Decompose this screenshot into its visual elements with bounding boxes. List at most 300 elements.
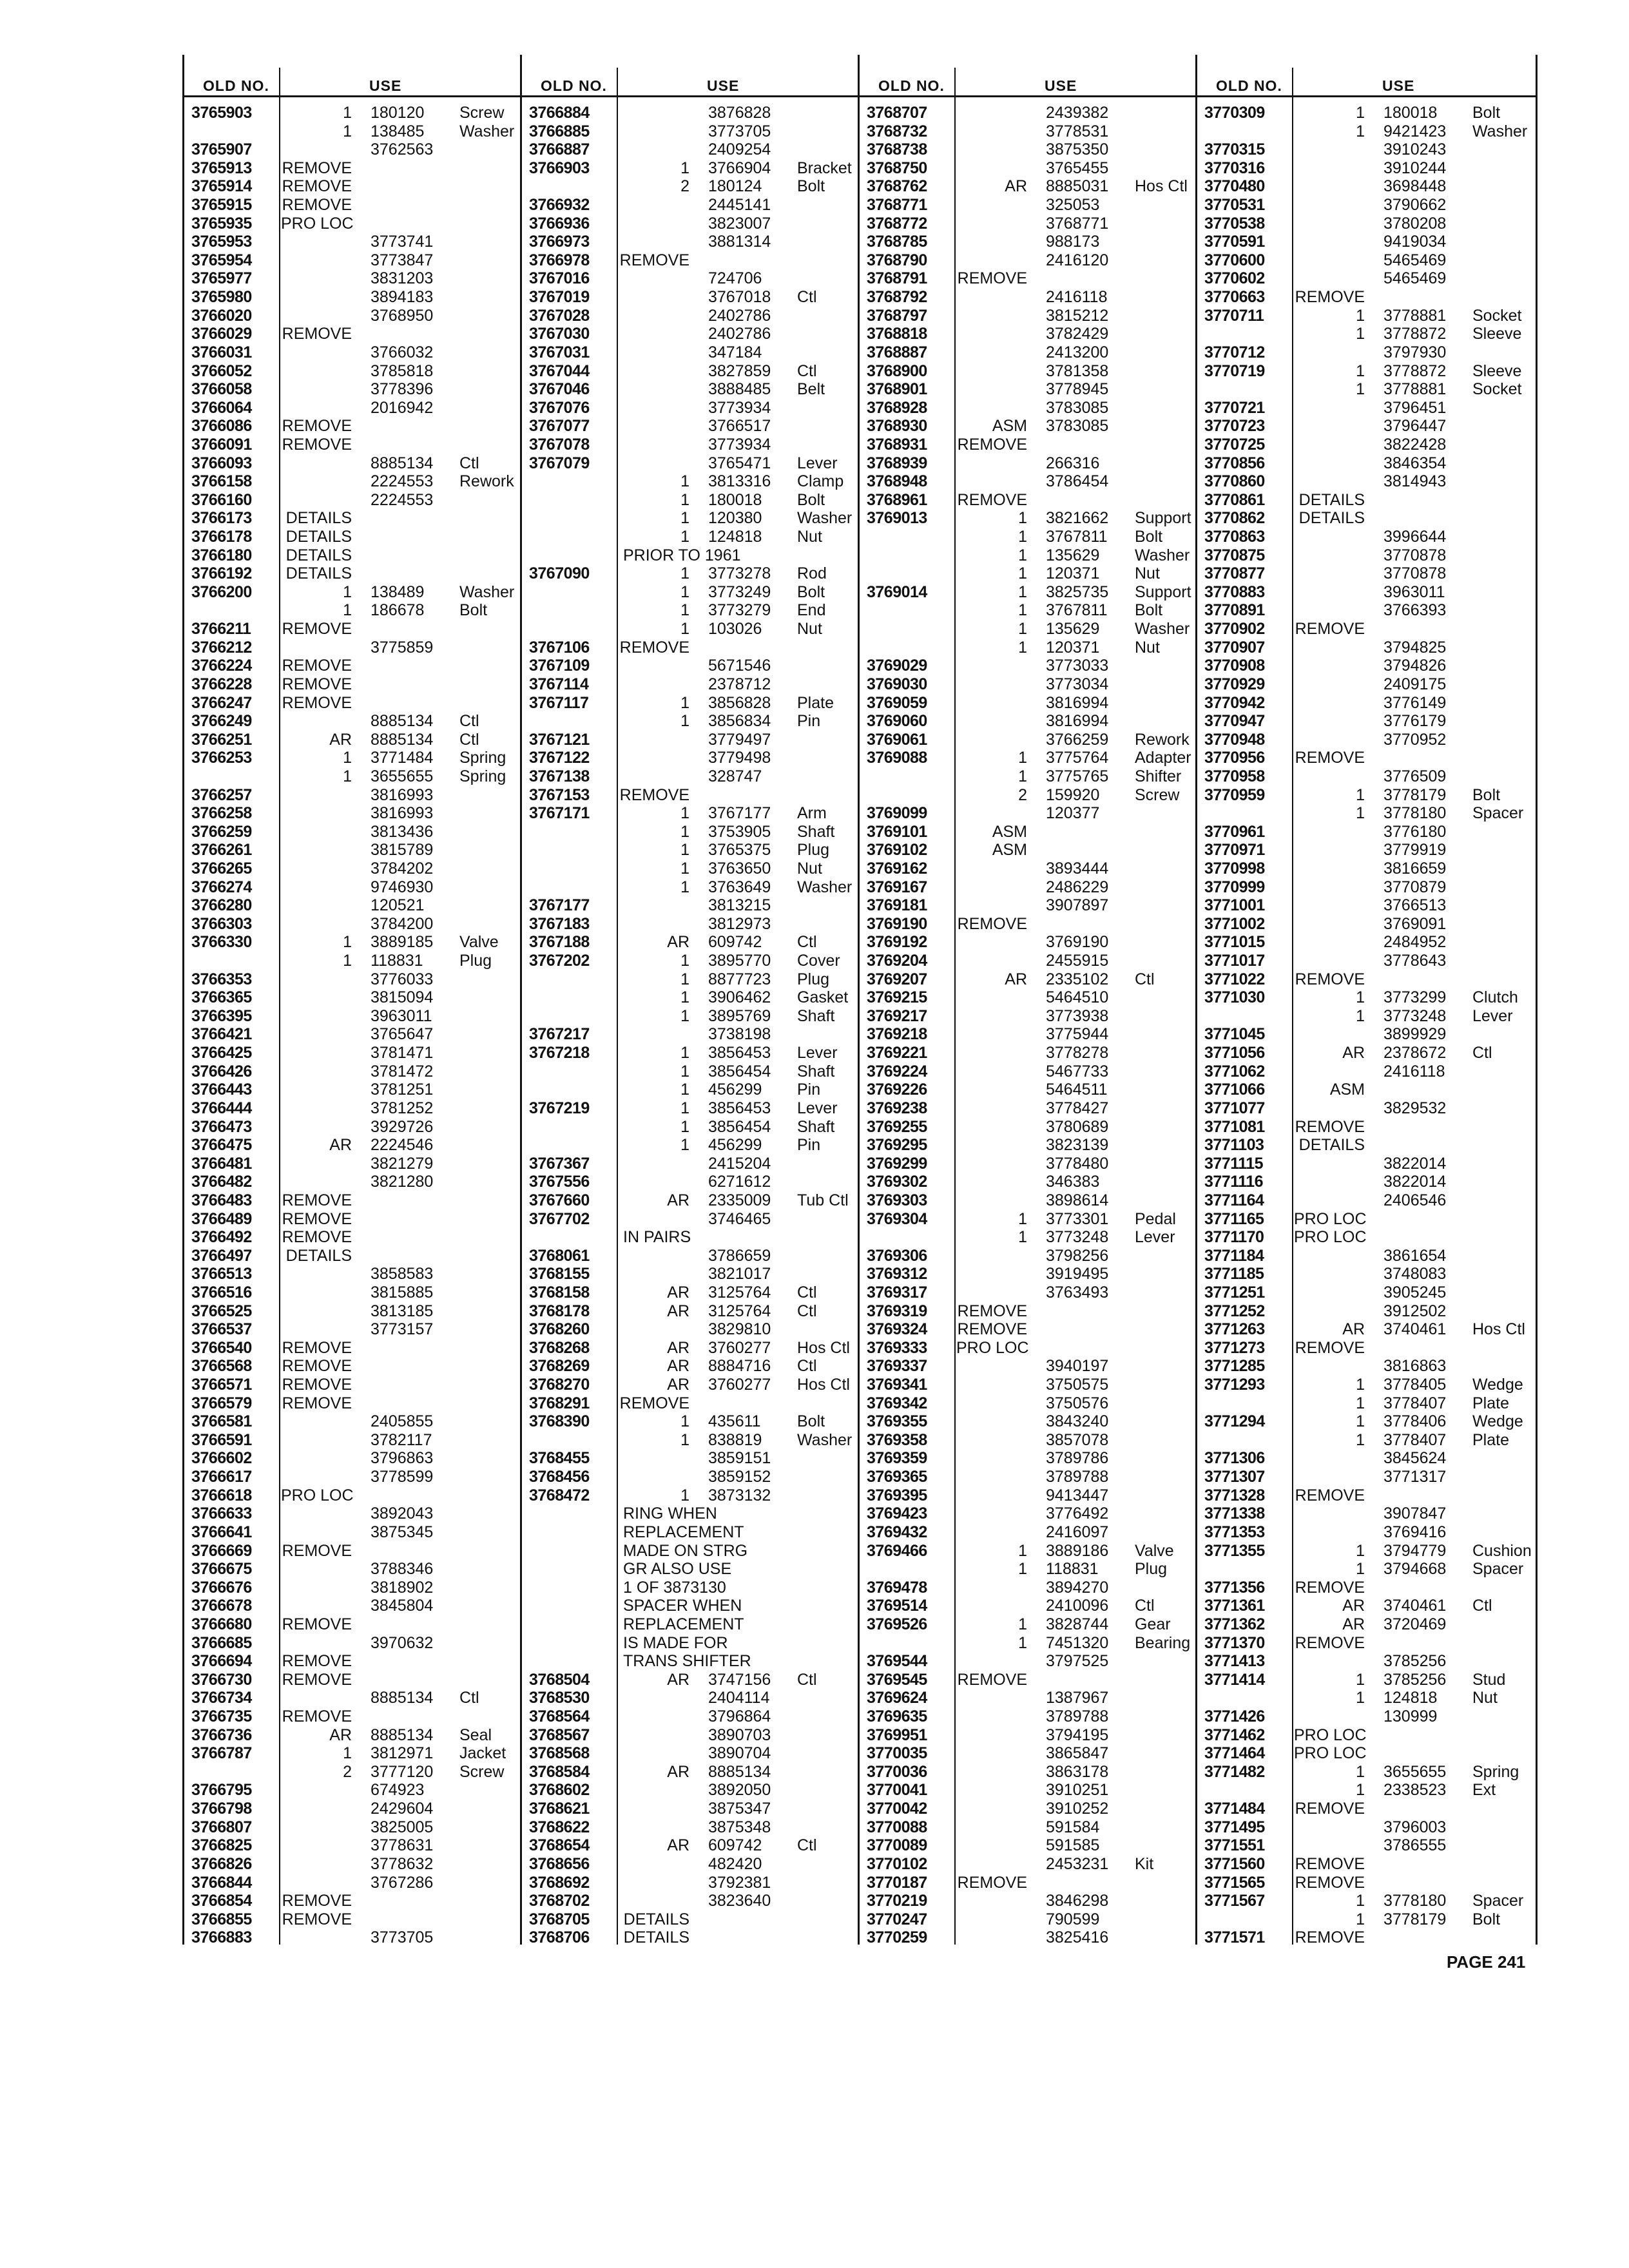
old-part-number: 3771252 bbox=[1204, 1302, 1265, 1320]
table-row bbox=[1195, 1634, 1533, 1653]
table-row bbox=[520, 749, 858, 767]
table-row bbox=[858, 915, 1195, 934]
old-part-number: 3770088 bbox=[867, 1818, 927, 1836]
quantity: 1 bbox=[343, 582, 352, 601]
quantity: REMOVE bbox=[282, 1357, 352, 1376]
new-part-number: 2415204 bbox=[708, 1154, 771, 1173]
table-row bbox=[1195, 399, 1533, 418]
old-part-number: 3766192 bbox=[191, 564, 252, 583]
new-part-number: 3845624 bbox=[1383, 1449, 1447, 1468]
old-part-number: 3771002 bbox=[1204, 914, 1265, 933]
table-row bbox=[182, 1855, 520, 1874]
table-row bbox=[520, 988, 858, 1007]
part-description: Nut bbox=[797, 528, 822, 546]
part-description: Jacket bbox=[459, 1744, 506, 1763]
table-row bbox=[182, 583, 520, 602]
new-part-number: 3794779 bbox=[1383, 1541, 1447, 1560]
old-part-number: 3766482 bbox=[191, 1173, 252, 1191]
old-part-number: 3767109 bbox=[529, 657, 590, 675]
old-part-number: 3771116 bbox=[1204, 1173, 1264, 1191]
old-part-number: 3768155 bbox=[529, 1265, 590, 1283]
old-part-number: 3769337 bbox=[867, 1357, 927, 1376]
table-row bbox=[858, 1210, 1195, 1229]
table-row bbox=[520, 841, 858, 860]
old-part-number: 3768772 bbox=[867, 214, 927, 233]
new-part-number: 6271612 bbox=[708, 1173, 771, 1191]
old-part-number: 3769217 bbox=[867, 1006, 927, 1025]
old-part-number: 3769255 bbox=[867, 1117, 927, 1136]
part-description: Spacer bbox=[1472, 1560, 1524, 1579]
usage-note: REPLACEMENT bbox=[623, 1523, 744, 1541]
new-part-number: 8885134 bbox=[708, 1762, 771, 1781]
new-part-number: 2402786 bbox=[708, 325, 771, 343]
new-part-number: 3766393 bbox=[1383, 601, 1447, 620]
table-row bbox=[520, 1560, 858, 1579]
new-part-number: 3783085 bbox=[1046, 398, 1109, 417]
new-part-number: 3856834 bbox=[708, 712, 771, 731]
table-row bbox=[1195, 1486, 1533, 1505]
table-row bbox=[182, 140, 520, 159]
new-part-number: 3776492 bbox=[1046, 1504, 1109, 1523]
part-description: Tub Ctl bbox=[797, 1191, 849, 1209]
table-row bbox=[858, 1247, 1195, 1265]
old-part-number: 3766581 bbox=[191, 1412, 252, 1431]
part-description: Plug bbox=[1135, 1560, 1168, 1579]
table-row bbox=[520, 1468, 858, 1486]
table-row bbox=[1195, 1763, 1533, 1782]
table-row bbox=[182, 933, 520, 952]
new-part-number: 3829532 bbox=[1383, 1099, 1447, 1117]
new-part-number: 3786555 bbox=[1383, 1836, 1447, 1855]
table-row bbox=[182, 601, 520, 620]
old-part-number: 3766426 bbox=[191, 1062, 252, 1081]
old-part-number: 3769514 bbox=[867, 1597, 927, 1615]
table-row bbox=[182, 1191, 520, 1210]
table-row bbox=[1195, 380, 1533, 399]
table-row bbox=[858, 307, 1195, 325]
old-part-number: 3766052 bbox=[191, 361, 252, 380]
new-part-number: 8885031 bbox=[1046, 177, 1109, 196]
table-row bbox=[1195, 177, 1533, 196]
new-part-number: 2406546 bbox=[1383, 1191, 1447, 1209]
table-row bbox=[1195, 1025, 1533, 1044]
old-part-number: 3769319 bbox=[867, 1302, 927, 1320]
old-part-number: 3770942 bbox=[1204, 693, 1265, 712]
part-description: Valve bbox=[1135, 1541, 1174, 1560]
old-part-number: 3769395 bbox=[867, 1486, 927, 1504]
part-description: Pin bbox=[797, 1081, 821, 1099]
old-part-number: 3768707 bbox=[867, 104, 927, 122]
old-part-number: 3767044 bbox=[529, 361, 590, 380]
table-row bbox=[1195, 1136, 1533, 1155]
new-part-number: 3778881 bbox=[1383, 380, 1447, 399]
new-part-number: 3778179 bbox=[1383, 785, 1447, 804]
old-part-number: 3769226 bbox=[867, 1081, 927, 1099]
old-part-number: 3766178 bbox=[191, 528, 252, 546]
new-part-number: 2486229 bbox=[1046, 878, 1109, 896]
new-part-number: 2453231 bbox=[1046, 1854, 1109, 1873]
old-part-number: 3766730 bbox=[191, 1670, 252, 1689]
new-part-number: 3910244 bbox=[1383, 159, 1447, 177]
old-part-number: 3771362 bbox=[1204, 1615, 1265, 1633]
table-row bbox=[520, 933, 858, 952]
new-part-number: 159920 bbox=[1046, 785, 1100, 804]
quantity: 1 bbox=[1018, 1560, 1027, 1579]
table-row bbox=[1195, 1818, 1533, 1837]
old-part-number: 3766444 bbox=[191, 1099, 252, 1117]
old-part-number: 3768928 bbox=[867, 398, 927, 417]
table-row bbox=[520, 104, 858, 122]
table-row bbox=[182, 399, 520, 418]
table-row bbox=[520, 767, 858, 786]
table-row bbox=[858, 1910, 1195, 1929]
quantity: REMOVE bbox=[282, 159, 352, 177]
table-row bbox=[182, 1339, 520, 1358]
new-part-number: 3773278 bbox=[708, 564, 771, 583]
usage-note: PRIOR TO 1961 bbox=[623, 546, 741, 564]
quantity: 1 bbox=[343, 952, 352, 970]
old-part-number: 3767367 bbox=[529, 1154, 590, 1173]
old-part-number: 3771565 bbox=[1204, 1873, 1265, 1892]
table-row bbox=[520, 1062, 858, 1081]
new-part-number: 2224553 bbox=[371, 490, 434, 509]
new-part-number: 3740461 bbox=[1383, 1320, 1447, 1339]
old-part-number: 3768291 bbox=[529, 1394, 590, 1412]
new-part-number: 988173 bbox=[1046, 233, 1100, 251]
table-row bbox=[182, 1652, 520, 1671]
usage-note: SPACER WHEN bbox=[623, 1597, 742, 1615]
old-part-number: 3767153 bbox=[529, 785, 590, 804]
new-part-number: 2416118 bbox=[1046, 288, 1108, 307]
old-part-number: 3770041 bbox=[867, 1781, 927, 1800]
table-row bbox=[520, 196, 858, 215]
new-part-number: 3773934 bbox=[708, 398, 771, 417]
old-part-number: 3768732 bbox=[867, 122, 927, 140]
table-row bbox=[858, 1320, 1195, 1339]
quantity: 1 bbox=[680, 804, 689, 823]
old-part-number: 3771115 bbox=[1204, 1154, 1264, 1173]
old-part-number: 3769181 bbox=[867, 896, 927, 915]
table-row bbox=[1195, 140, 1533, 159]
part-description: Plug bbox=[459, 952, 492, 970]
new-part-number: 3825735 bbox=[1046, 582, 1109, 601]
new-part-number: 3760277 bbox=[708, 1338, 771, 1357]
old-part-number: 3769088 bbox=[867, 749, 927, 767]
table-row bbox=[182, 1265, 520, 1283]
old-part-number: 3770947 bbox=[1204, 712, 1265, 731]
table-row bbox=[858, 970, 1195, 989]
old-part-number: 3766591 bbox=[191, 1430, 252, 1449]
old-part-number: 3768706 bbox=[529, 1928, 590, 1947]
old-part-number: 3766633 bbox=[191, 1504, 252, 1523]
old-part-number: 3769312 bbox=[867, 1265, 927, 1283]
quantity: 1 bbox=[680, 1099, 689, 1117]
new-part-number: 3786454 bbox=[1046, 472, 1109, 491]
table-row bbox=[182, 1044, 520, 1062]
new-part-number: 3859151 bbox=[708, 1449, 771, 1468]
part-description: Hos Ctl bbox=[1135, 177, 1188, 196]
part-description: Spring bbox=[459, 749, 506, 767]
old-part-number: 3769359 bbox=[867, 1449, 927, 1468]
old-part-number: 3766251 bbox=[191, 730, 252, 749]
table-row bbox=[520, 915, 858, 934]
new-part-number: 3906462 bbox=[708, 988, 771, 1007]
new-part-number: 5465469 bbox=[1383, 269, 1447, 288]
new-part-number: 3773741 bbox=[371, 233, 434, 251]
part-description: Ctl bbox=[797, 1836, 817, 1855]
new-part-number: 3750576 bbox=[1046, 1394, 1109, 1412]
old-part-number: 3768931 bbox=[867, 435, 927, 454]
usage-note: GR ALSO USE bbox=[623, 1560, 732, 1579]
new-part-number: 456299 bbox=[708, 1081, 762, 1099]
old-part-number: 3766180 bbox=[191, 546, 252, 564]
new-part-number: 3775764 bbox=[1046, 749, 1109, 767]
new-part-number: 3790662 bbox=[1383, 196, 1447, 215]
part-description: Ctl bbox=[1135, 1597, 1155, 1615]
new-part-number: 3963011 bbox=[371, 1006, 432, 1025]
old-part-number: 3766473 bbox=[191, 1117, 252, 1136]
old-part-number: 3770863 bbox=[1204, 528, 1265, 546]
table-row bbox=[858, 1874, 1195, 1892]
new-part-number: 2413200 bbox=[1046, 343, 1109, 361]
new-part-number: 3779498 bbox=[708, 749, 771, 767]
new-part-number: 3815212 bbox=[1046, 306, 1109, 325]
table-row bbox=[1195, 970, 1533, 989]
old-part-number: 3771482 bbox=[1204, 1762, 1265, 1781]
table-row bbox=[182, 1910, 520, 1929]
old-part-number: 3766029 bbox=[191, 325, 252, 343]
use-header: USE bbox=[707, 77, 740, 94]
part-description: Plate bbox=[797, 693, 834, 712]
table-row bbox=[1195, 841, 1533, 860]
new-part-number: 3786659 bbox=[708, 1246, 771, 1265]
old-part-number: 3770480 bbox=[1204, 177, 1265, 196]
table-row bbox=[1195, 1652, 1533, 1671]
quantity: 1 bbox=[1018, 564, 1027, 583]
new-part-number: 3845804 bbox=[371, 1597, 434, 1615]
old-no-header: OLD NO. bbox=[203, 77, 269, 94]
old-part-number: 3770316 bbox=[1204, 159, 1265, 177]
quantity: 2 bbox=[1018, 785, 1027, 804]
quantity: PRO LOC bbox=[956, 1338, 1029, 1357]
new-part-number: 2439382 bbox=[1046, 104, 1109, 122]
old-part-number: 3769951 bbox=[867, 1725, 927, 1744]
new-part-number: 8885134 bbox=[371, 730, 434, 749]
table-row bbox=[520, 1855, 858, 1874]
table-row bbox=[182, 1431, 520, 1450]
quantity: DETAILS bbox=[623, 1928, 689, 1947]
old-part-number: 3767177 bbox=[529, 896, 590, 915]
old-part-number: 3768738 bbox=[867, 140, 927, 159]
old-part-number: 3765977 bbox=[191, 269, 252, 288]
new-part-number: 3763649 bbox=[708, 878, 771, 896]
quantity: AR bbox=[1005, 970, 1027, 988]
old-part-number: 3769466 bbox=[867, 1541, 927, 1560]
table-row bbox=[520, 896, 858, 915]
old-part-number: 3766854 bbox=[191, 1892, 252, 1910]
part-description: Spring bbox=[459, 767, 506, 785]
table-row bbox=[1195, 952, 1533, 970]
use-header: USE bbox=[369, 77, 402, 94]
table-row bbox=[1195, 1210, 1533, 1229]
table-row bbox=[520, 233, 858, 251]
table-row bbox=[520, 1781, 858, 1800]
new-part-number: 3792381 bbox=[708, 1873, 771, 1892]
new-part-number: 3907897 bbox=[1046, 896, 1109, 915]
old-part-number: 3771273 bbox=[1204, 1338, 1265, 1357]
old-part-number: 3770883 bbox=[1204, 582, 1265, 601]
table-row bbox=[1195, 1173, 1533, 1191]
table-row bbox=[858, 1707, 1195, 1726]
table-row bbox=[1195, 546, 1533, 565]
new-part-number: 3780689 bbox=[1046, 1117, 1109, 1136]
old-part-number: 3770875 bbox=[1204, 546, 1265, 564]
table-row bbox=[520, 1191, 858, 1210]
table-row bbox=[1195, 786, 1533, 805]
new-part-number: 3823640 bbox=[708, 1892, 771, 1910]
old-part-number: 3769544 bbox=[867, 1652, 927, 1671]
old-part-number: 3766798 bbox=[191, 1800, 252, 1818]
new-part-number: 3912502 bbox=[1383, 1302, 1447, 1320]
old-part-number: 3766887 bbox=[529, 140, 590, 159]
table-row bbox=[182, 1062, 520, 1081]
old-part-number: 3770711 bbox=[1204, 306, 1264, 325]
table-row bbox=[858, 509, 1195, 528]
table-row bbox=[858, 1357, 1195, 1376]
table-row bbox=[1195, 896, 1533, 915]
table-row bbox=[182, 1136, 520, 1155]
table-row bbox=[182, 1081, 520, 1099]
quantity: DETAILS bbox=[285, 564, 352, 583]
table-row bbox=[520, 1689, 858, 1707]
old-part-number: 3768178 bbox=[529, 1302, 590, 1320]
table-row bbox=[858, 639, 1195, 657]
table-row bbox=[858, 362, 1195, 381]
old-part-number: 3766259 bbox=[191, 822, 252, 841]
quantity: 1 bbox=[680, 693, 689, 712]
table-row bbox=[182, 1671, 520, 1689]
new-part-number: 135629 bbox=[1046, 546, 1100, 564]
table-row bbox=[520, 1136, 858, 1155]
new-part-number: 3789786 bbox=[1046, 1449, 1109, 1468]
old-part-number: 3768269 bbox=[529, 1357, 590, 1376]
new-part-number: 2224553 bbox=[371, 472, 434, 491]
old-part-number: 3766973 bbox=[529, 233, 590, 251]
table-row bbox=[1195, 1579, 1533, 1597]
new-part-number: 2405855 bbox=[371, 1412, 434, 1431]
table-row bbox=[520, 1652, 858, 1671]
part-description: Washer bbox=[459, 122, 515, 140]
old-part-number: 3767556 bbox=[529, 1173, 590, 1191]
new-part-number: 3776033 bbox=[371, 970, 434, 988]
table-row bbox=[520, 1634, 858, 1653]
new-part-number: 3890704 bbox=[708, 1744, 771, 1763]
old-part-number: 3768939 bbox=[867, 454, 927, 472]
table-row bbox=[182, 896, 520, 915]
old-part-number: 3771263 bbox=[1204, 1320, 1265, 1339]
part-description: Plug bbox=[797, 970, 830, 988]
table-row bbox=[1195, 749, 1533, 767]
quantity: REMOVE bbox=[282, 1338, 352, 1357]
new-part-number: 3778180 bbox=[1383, 1892, 1447, 1910]
table-row bbox=[1195, 1707, 1533, 1726]
table-row bbox=[1195, 307, 1533, 325]
old-part-number: 3766525 bbox=[191, 1302, 252, 1320]
quantity: AR bbox=[667, 1357, 689, 1376]
new-part-number: 3778881 bbox=[1383, 306, 1447, 325]
table-row bbox=[858, 933, 1195, 952]
table-row bbox=[182, 639, 520, 657]
old-part-number: 3769432 bbox=[867, 1523, 927, 1541]
table-row bbox=[182, 1412, 520, 1431]
old-part-number: 3769624 bbox=[867, 1689, 927, 1707]
new-part-number: 3892043 bbox=[371, 1504, 434, 1523]
old-part-number: 3771484 bbox=[1204, 1800, 1265, 1818]
new-part-number: 120377 bbox=[1046, 804, 1100, 823]
table-row bbox=[182, 546, 520, 565]
old-part-number: 3770042 bbox=[867, 1800, 927, 1818]
new-part-number: 120371 bbox=[1046, 564, 1100, 583]
old-part-number: 3771307 bbox=[1204, 1468, 1265, 1486]
table-row bbox=[520, 1431, 858, 1450]
old-part-number: 3767078 bbox=[529, 435, 590, 454]
new-part-number: 3770879 bbox=[1383, 878, 1447, 896]
part-description: Bearing bbox=[1135, 1633, 1191, 1652]
table-row bbox=[1195, 1504, 1533, 1523]
table-row bbox=[858, 1523, 1195, 1542]
new-part-number: 3822428 bbox=[1383, 435, 1447, 454]
new-part-number: 8885134 bbox=[371, 712, 434, 731]
quantity: 1 bbox=[680, 601, 689, 620]
table-rows bbox=[1195, 104, 1533, 1947]
old-part-number: 3768455 bbox=[529, 1449, 590, 1468]
new-part-number: 3794826 bbox=[1383, 657, 1447, 675]
new-part-number: 266316 bbox=[1046, 454, 1100, 472]
quantity: 1 bbox=[1356, 122, 1365, 140]
part-description: Lever bbox=[1135, 1228, 1175, 1247]
old-part-number: 3765903 bbox=[191, 104, 252, 122]
old-part-number: 3769526 bbox=[867, 1615, 927, 1633]
quantity: AR bbox=[1342, 1615, 1365, 1633]
quantity: 1 bbox=[1356, 104, 1365, 122]
old-part-number: 3766421 bbox=[191, 1025, 252, 1044]
new-part-number: 2335102 bbox=[1046, 970, 1109, 988]
quantity: AR bbox=[667, 1762, 689, 1781]
quantity: 1 bbox=[1356, 1560, 1365, 1579]
new-part-number: 3778407 bbox=[1383, 1394, 1447, 1412]
part-description: Ctl bbox=[459, 1689, 479, 1707]
new-part-number: 180018 bbox=[1383, 104, 1438, 122]
new-part-number: 3778599 bbox=[371, 1468, 434, 1486]
old-part-number: 3766903 bbox=[529, 159, 590, 177]
part-description: Ctl bbox=[797, 1283, 817, 1302]
quantity: DETAILS bbox=[285, 509, 352, 528]
new-part-number: 1387967 bbox=[1046, 1689, 1109, 1707]
table-row bbox=[182, 288, 520, 307]
quantity: REMOVE bbox=[282, 1670, 352, 1689]
table-row bbox=[1195, 1431, 1533, 1450]
part-description: Cover bbox=[797, 952, 840, 970]
table-row bbox=[858, 1173, 1195, 1191]
new-part-number: 3828744 bbox=[1046, 1615, 1109, 1633]
quantity: AR bbox=[667, 1302, 689, 1320]
old-part-number: 3768692 bbox=[529, 1873, 590, 1892]
new-part-number: 3767811 bbox=[1046, 601, 1108, 620]
table-row bbox=[520, 1523, 858, 1542]
table-row bbox=[182, 1634, 520, 1653]
quantity: 1 bbox=[680, 841, 689, 860]
part-description: Bolt bbox=[459, 601, 488, 620]
